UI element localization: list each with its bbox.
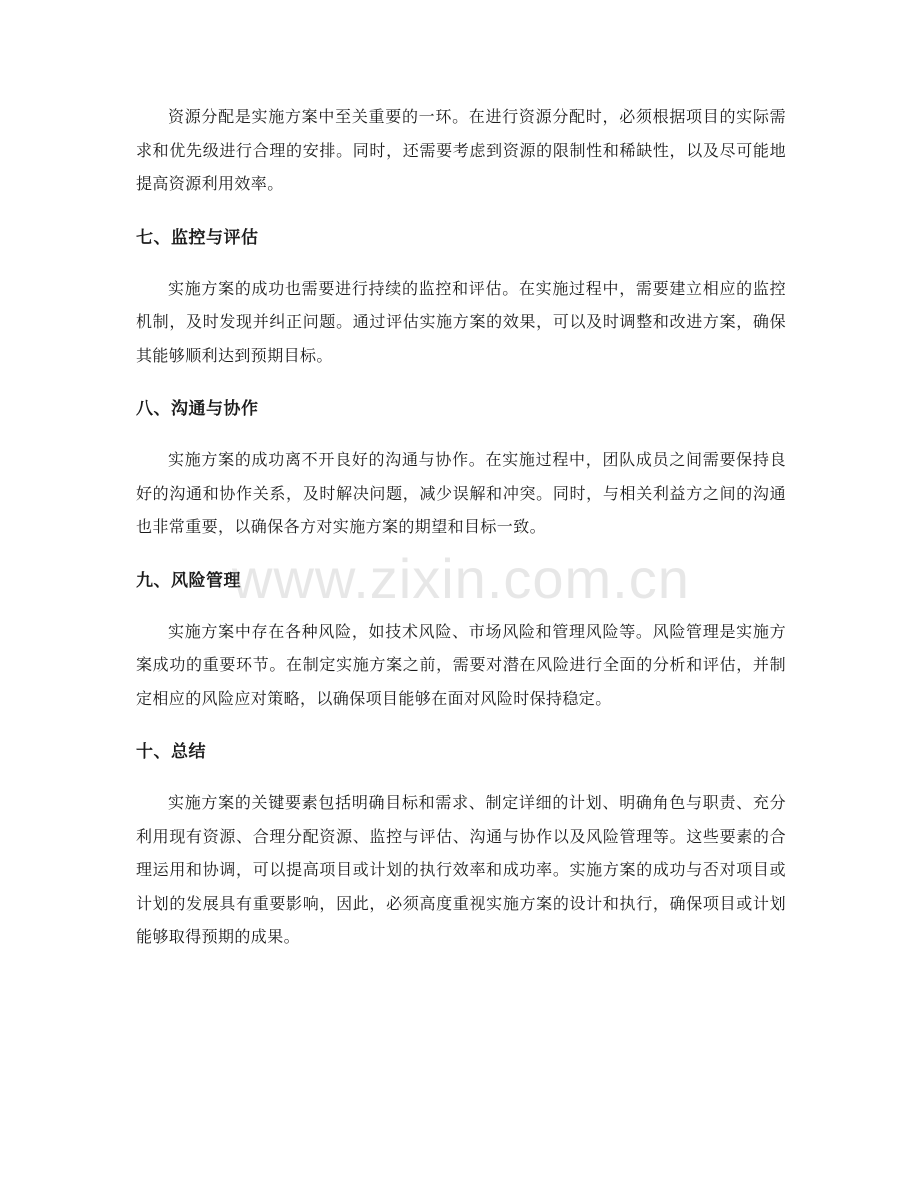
- watermark-text: www.zixin.com.cn: [232, 547, 690, 610]
- section-paragraph-summary: 实施方案的关键要素包括明确目标和需求、制定详细的计划、明确角色与职责、充分利用现有资源、合理分配资源、监控与评估、沟通与协作以及风险管理等。这些要素的合理运用和协调，可以提高项目或计划的执行效率和成功率。实施方案的成功与否对项目或计划的发展具有重要影响，因此，必须高度重视实施方案的设计和执行，确保项目或计划能够取得预期的成果。: [136, 793, 786, 946]
- section-heading-monitoring: 七、监控与评估: [136, 227, 259, 248]
- section-paragraph-communication: 实施方案的成功离不开良好的沟通与协作。在实施过程中，团队成员之间需要保持良好的沟通和协作关系，及时解决问题，减少误解和冲突。同时，与相关利益方之间的沟通也非常重要，以确保各方对实施方案的期望和目标一致。: [136, 450, 786, 536]
- section-paragraph-monitoring: 实施方案的成功也需要进行持续的监控和评估。在实施过程中，需要建立相应的监控机制，及时发现并纠正问题。通过评估实施方案的效果，可以及时调整和改进方案，确保其能够顺利达到预期目标。: [136, 278, 786, 365]
- section-heading-risk: 九、风险管理: [136, 570, 241, 591]
- section-heading-summary: 十、总结: [136, 742, 206, 762]
- section-paragraph-risk: 实施方案中存在各种风险，如技术风险、市场风险和管理风险等。风险管理是实施方案成功的重要环节。在制定实施方案之前，需要对潜在风险进行全面的分析和评估，并制定相应的风险应对策略，以确保项目能够在面对风险时保持稳定。: [136, 621, 786, 708]
- document-body: [136, 100, 786, 954]
- section-heading-communication: 八、沟通与协作: [136, 399, 259, 419]
- intro-paragraph: 资源分配是实施方案中至关重要的一环。在进行资源分配时，必须根据项目的实际需求和优先级进行合理的安排。同时，还需要考虑到资源的限制性和稀缺性，以及尽可能地提高资源利用效率。: [136, 107, 786, 193]
